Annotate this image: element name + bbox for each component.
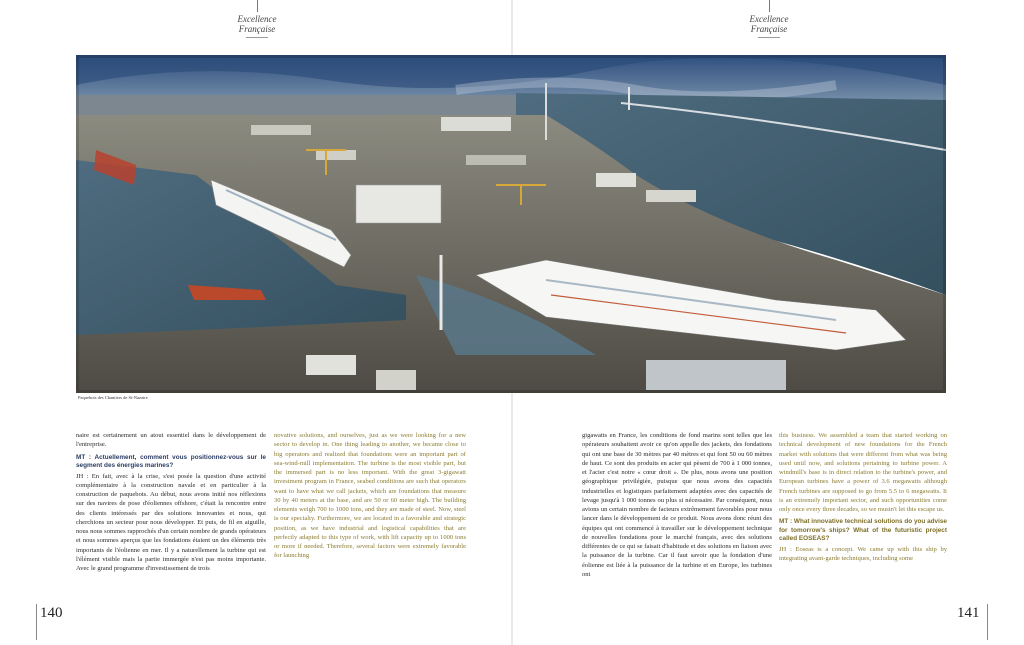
col4-answer: JH : Eoseas is a concept. We came up with this ship by integrating avant-garde techniques, including some <box>779 545 947 562</box>
col1-intro: naire est certainement un atout essentiel dans le développement de l'entreprise. <box>76 432 266 449</box>
building <box>306 355 356 375</box>
column-1 <box>76 431 266 593</box>
col4-question: MT : What innovative technical solutions do you advise for tomorrow's ships? What of the futuristic project called EOSEAS? <box>779 518 947 543</box>
head-rule <box>246 37 268 38</box>
page-number-right: 141 <box>957 605 980 621</box>
column-3 <box>582 431 772 593</box>
building <box>356 185 441 223</box>
running-head-right <box>734 16 804 38</box>
col3-text: gigawatts en France, les conditions de fond marins sont telles que les opérateurs souhaitent avoir ce qu'on appelle des jackets, des fondations qui ont une base de 30 mètres par 40 mètres et qui font 50 ou 60 mètres de haut. Ce sont des produits en acier qui pèsent de 700 à 1 000 tonnes, et l'acier c'est notre « cœur droit ». De plus, nous avons une position géographique privilégiée, puisque que nous avons des capacités industrielles et logistiques parfaitement adaptées avec des capacités de levage jusqu'à 1 000 tonnes ou plus si nécessaire. Par conséquent, nous avions un certain nombre de facteurs extrêmement favorables pour nous lancer dans le développement de ce produit. Nous avons donc réuni des équipes qui ont commencé à travailler sur le développement technique de nouvelles fondations pour le marché français, avec des solutions différentes de ce qui se faisait d'habitude et des solutions en liaison avec la puissance de la turbine. Car il faut savoir que la fondation d'une éolienne est liée à la puissance de la turbine et en Europe, les turbines ont <box>582 432 772 578</box>
warehouse <box>646 360 786 390</box>
col1-answer: JH : En fait, avec à la crise, s'est posée la question d'une activité complémentaire à la construction navale et en particulier à la construction de paquebots. Au début, nous avons initié nos réflexions sur des navires de pose d'éoliennes offshore, c'était la rencontre entre des clients intéressés par des solutions innovantes et nous, qui cherchions un secteur pour nous développer. Et puis, de fil en aiguille, nous nous sommes rapprochés d'un certain nombre de grands opérateurs et nous sommes aperçus que les fondations étaient un des éléments très importants de l'éolienne en mer. Il y a naturellement la turbine qui est l'élément visible mais la partie immergée n'est pas moins importante. Avec le grand programme d'investissement de trois <box>76 472 266 572</box>
running-head-right-text: Excellence Française <box>749 14 789 34</box>
column-2 <box>274 431 466 593</box>
running-head-left <box>222 16 292 38</box>
shipyard-aerial-photo <box>76 55 946 393</box>
head-rule <box>758 37 780 38</box>
building <box>441 117 511 131</box>
head-divider <box>257 0 258 12</box>
col2-text: novative solutions, and ourselves, just as we were looking for a new sector to develop in. One thing leading to another, we became close to big operators and realized that foundations were an important part of sea-wind-mill implementation. The turbine is the most visible part, but the immersed part is no less important. With the great 3-gigawatt investment program in France, seabed conditions are such that operators want to have what we call jackets, which are foundations that measure 30 by 40 meters at the base, and are 50 or 60 meter high. The building elements weigh 700 to 1000 tons, and they are made of steel. Now, steel is our specialty. Furthermore, we are located in a favorable and strategic position, as we have industrial and logistical capabilities that are perfectly adapted to this type of work, with lift capacity up to 1000 tons or more if needed. Therefore, several factors were extremely favorable for launching <box>274 432 466 560</box>
column-4 <box>779 431 947 593</box>
building <box>596 173 636 187</box>
col1-question: MT : Actuellement, comment vous positionnez-vous sur le segment des énergies marines? <box>76 453 266 469</box>
page-number-left: 140 <box>40 605 63 621</box>
col4-intro: this business. We assembled a team that started working on technical development of new foundations for the French market with solutions that were different from what was being used until now, and solutions pertaining to turbine power. A windmill's base is in direct relation to the turbine's power, and European turbines have a power of 3.6 megawatts although French turbines are supposed to go from 5.5 to 6 megawatts. It is an extremely important sector, and such opportunities come only once every three decades, so we mustn't let this escape us. <box>779 432 947 513</box>
photo-caption: Paquebots des Chantiers de St-Nazaire <box>78 395 148 400</box>
building <box>646 190 696 202</box>
head-divider <box>769 0 770 12</box>
folio-rule-right <box>987 604 988 640</box>
folio-rule-left <box>36 604 37 640</box>
running-head-left-text: Excellence Française <box>237 14 277 34</box>
